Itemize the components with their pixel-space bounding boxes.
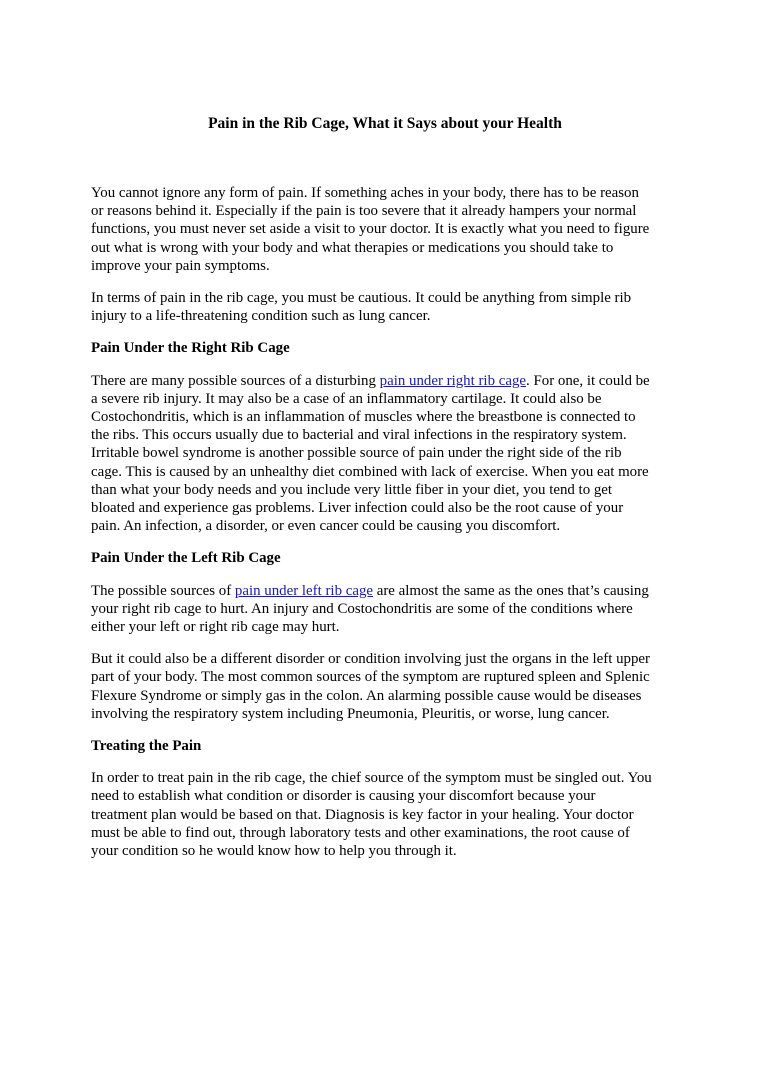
treating-line: need to establish what condition or disorder is causing your discomfort because your [91,788,596,805]
left-rib-line: your right rib cage to hurt. An injury and Costochondritis are some of the conditions where [91,600,633,617]
left-rib-line: But it could also be a different disorder or condition involving just the organs in the left upper [91,651,650,668]
right-rib-line: bloated and experience gas problems. Liver infection could also be the root cause of your [91,500,624,517]
right-rib-text-before: There are many possible sources of a disturbing [91,372,380,389]
document-title: Pain in the Rib Cage, What it Says about your Health [208,115,562,132]
right-rib-line: cage. This is caused by an unhealthy diet combined with lack of exercise. When you eat more [91,463,649,480]
left-rib-line-first [91,582,691,600]
right-rib-heading: Pain Under the Right Rib Cage [91,340,290,357]
left-rib-line: either your left or right rib cage may hurt. [91,619,340,636]
intro-line: functions, you must never set aside a visit to your doctor. It is exactly what you need to figure [91,221,650,238]
left-rib-heading: Pain Under the Left Rib Cage [91,550,281,567]
caution-paragraph [91,289,691,325]
left-rib-line: Flexure Syndrome or simply gas in the colon. An alarming possible cause would be diseases [91,687,642,704]
intro-line: out what is wrong with your body and what therapies or medications you should take to [91,239,614,256]
right-rib-paragraph [91,372,691,536]
right-rib-link[interactable]: pain under right rib cage [379,372,527,389]
treating-line: must be able to find out, through laboratory tests and other examinations, the root cause of [91,824,630,841]
treating-paragraph [91,769,691,860]
right-rib-text-after: . For one, it could be [526,372,650,389]
treating-line: treatment plan would be based on that. Diagnosis is key factor in your healing. Your doctor [91,806,634,823]
left-rib-link[interactable]: pain under left rib cage [234,582,374,599]
intro-paragraph [91,184,691,275]
right-rib-line: the ribs. This occurs usually due to bacterial and viral infections in the respiratory system. [91,427,627,444]
caution-line: In terms of pain in the rib cage, you must be cautious. It could be anything from simple rib [91,290,632,307]
left-rib-text-after: are almost the same as the ones that’s causing [373,582,649,599]
document-body [91,184,691,874]
right-rib-line: Costochondritis, which is an inflammation of muscles where the breastbone is connected to [91,409,636,426]
treating-line: In order to treat pain in the rib cage, the chief source of the symptom must be singled out. You [91,770,652,787]
left-rib-line: part of your body. The most common sources of the symptom are ruptured spleen and Splenic [91,669,650,686]
left-rib-text-before: The possible sources of [91,582,235,599]
treating-line: your condition so he would know how to help you through it. [91,843,457,860]
intro-line: improve your pain symptoms. [91,257,270,274]
left-rib-line: involving the respiratory system including Pneumonia, Pleuritis, or worse, lung cancer. [91,705,610,722]
right-rib-line: than what your body needs and you include very little fiber in your diet, you tend to get [91,481,613,498]
treating-heading: Treating the Pain [91,738,202,755]
caution-line: injury to a life-threatening condition such as lung cancer. [91,308,431,325]
right-rib-line: Irritable bowel syndrome is another possible source of pain under the right side of the rib [91,445,622,462]
right-rib-line-first [91,372,691,390]
intro-line: You cannot ignore any form of pain. If something aches in your body, there has to be reason [91,185,639,201]
right-rib-line: a severe rib injury. It may also be a case of an inflammatory cartilage. It could also be [91,390,602,407]
left-rib-paragraph-2 [91,650,691,723]
intro-line: or reasons behind it. Especially if the pain is too severe that it already hampers your normal [91,203,637,220]
left-rib-paragraph [91,582,691,637]
right-rib-line: pain. An infection, a disorder, or even cancer could be causing you discomfort. [91,518,561,535]
